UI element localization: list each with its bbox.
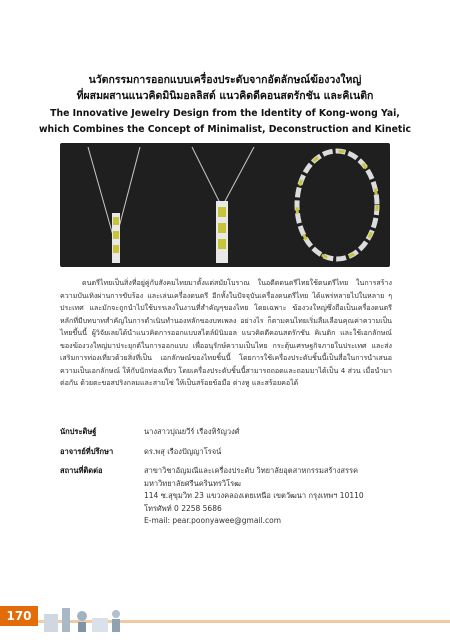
abstract-line: ดนตรีไทยเป็นสิ่งที่อยู่คู่กับสังคมไทยมาตั้งแต่สมัยโบราณ ในอดีตดนตรีไทยใช้ดนตรีไทย bbox=[82, 278, 349, 287]
credits bbox=[60, 426, 390, 535]
english-title-line-1: The Innovative Jewelry Design from the Identity of Kong-wong Yai, bbox=[50, 108, 400, 119]
contact-row bbox=[60, 465, 390, 528]
contact-line: โทรศัพท์ 0 2258 5686 bbox=[144, 503, 222, 513]
thai-title-line-2: ที่ผสมผสานแนวคิดมินิมอลลิสต์ แนวคิดดีคอนสตรักชัน และคิเนติก bbox=[76, 90, 374, 102]
abstract-line: ด้วยตะขอสปริงกลมและสายโซ่ ให้เป็นสร้อยข้อมือ ต่างหู และสร้อยคอได้ bbox=[80, 378, 299, 387]
necklace-1-photo bbox=[88, 147, 140, 263]
necklace-2-photo bbox=[192, 147, 254, 263]
abstract-line: เพื่ออนุรักษ์ความเป็นไทย กระตุ้นเศรษฐกิจภายในประเทศ และส่งเสริมการท่องเที่ยวด้วยสิ่งที่เป็น bbox=[60, 340, 392, 362]
advisor-row bbox=[60, 446, 390, 459]
abstract-line: เอกลักษณ์ของไทยชิ้นนี้ โดยการใช้เครื่องประดับชิ้นนี้เป็นสื่อในการนำเสนอความเป็นเอกลักษณ์ bbox=[60, 353, 392, 375]
advisor-value: ดร.พสุ เรืองปัญญาโรจน์ bbox=[144, 446, 222, 456]
jewelry-photo-strip bbox=[60, 143, 390, 267]
contact-label: สถานที่ติดต่อ bbox=[60, 466, 103, 475]
contact-line: สาขาวิชาอัญมณีและเครื่องประดับ วิทยาลัยอุตสาหกรรมสร้างสรรค bbox=[144, 466, 359, 475]
english-title bbox=[20, 106, 430, 138]
student-label: นักประดิษฐ์ bbox=[60, 427, 97, 436]
abstract-line: ฆ้องวงใหญ่ซึ่งถือเป็นเครื่องดนตรีหลักที่มีบทบาทสำคัญในการดำเนินทำนองหลักของบทเพลง อย่างไร bbox=[60, 303, 392, 325]
abstract-line: ก็ตามคนไทยเริ่มลืมเลือนคุณค่าความเป็นไทยขึ้นนี้ ผู้วิจัยเลยได้นำแนวคิดการออกแบบสไตล์มินิมอล bbox=[60, 315, 392, 337]
contact-line: 114 ซ.สุขุมวิท 23 แขวงคลองเตยเหนือ เขตวัฒนา กรุงเทพฯ 10110 bbox=[144, 491, 364, 500]
necklace-3-photo bbox=[297, 151, 377, 259]
contact-value bbox=[144, 465, 390, 528]
abstract-line: แนวคิดดีคอนสตรักชัน คิเนติก และใช้เอกลักษณ์ของฆ้องวงใหญ่มาประยุกต์ในการออกแบบ bbox=[60, 328, 392, 350]
advisor-label: อาจารย์ที่ปรึกษา bbox=[60, 446, 114, 456]
english-title-line-2: which Combines the Concept of Minimalist, Deconstruction and Kinetic bbox=[38, 124, 412, 135]
contact-email[interactable]: E-mail: pear.poonyawee@gmail.com bbox=[144, 516, 281, 525]
abstract bbox=[60, 277, 392, 390]
thai-title-line-1: นวัตกรรมการออกแบบเครื่องประดับจากอัตลักษณ์ฆ้องวงใหญ่ bbox=[88, 74, 362, 86]
student-value: นางสาวปุณยวีร์ เรืองหิรัญวงศ์ bbox=[144, 427, 240, 436]
student-row bbox=[60, 426, 390, 439]
thai-title bbox=[30, 72, 420, 104]
page-number: 170 bbox=[0, 606, 38, 626]
contact-line: มหาวิทยาลัยศรีนครินทรวิโรฒ bbox=[144, 478, 241, 488]
jewelry-photos-image bbox=[60, 143, 390, 267]
footer-lab-illustration-icon bbox=[42, 600, 132, 634]
abstract-line: ได้แพร่หลายไปในหลาย ๆ ประเทศ และมักจะถูกนำไปใช้บรรเลงในงานที่สำคัญๆของไทย โดยเฉพาะ bbox=[60, 290, 393, 312]
abstract-line: ให้กับนักท่องเที่ยว โดยเครื่องประดับชิ้นนี้สามารถถอดและถอมมาได้เป็น 4 ส่วน เมื่อนำมาต่อกัน bbox=[60, 365, 392, 387]
abstract-line: ในการสร้างความบันเทิงผ่านการขับร้อง และเล่นเครื่องดนตรี อีกทั้งในปัจจุบันเครื่องดนตรีไทย bbox=[60, 278, 392, 300]
